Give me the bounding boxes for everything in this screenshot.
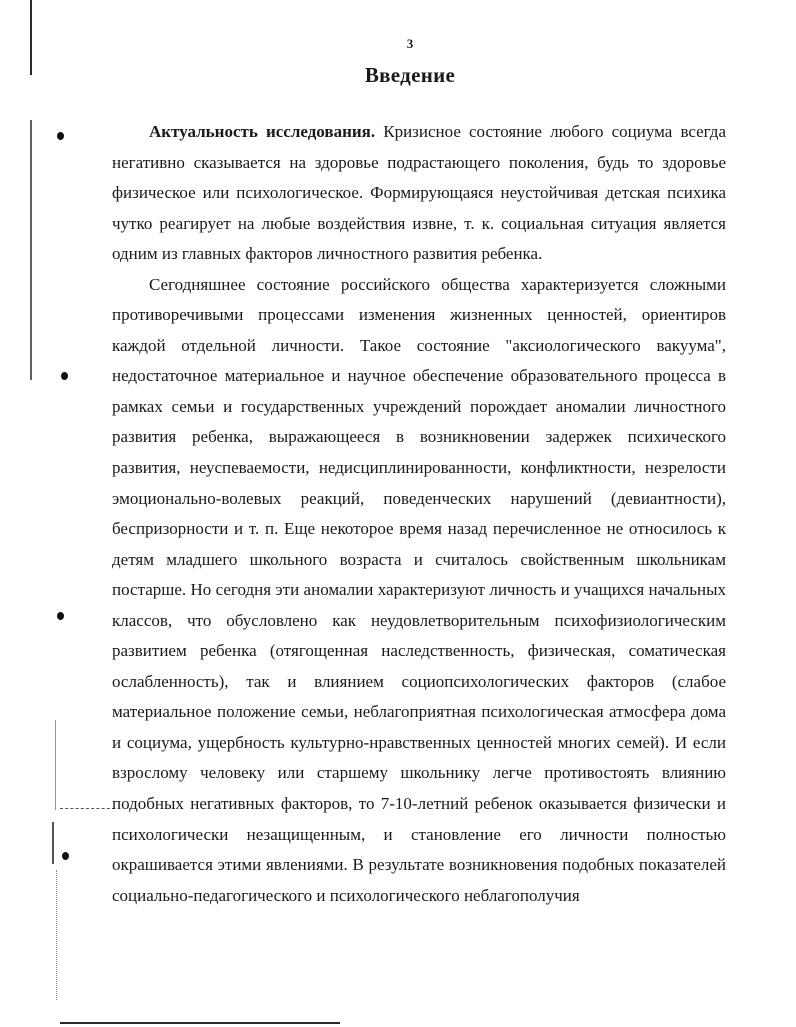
scan-dashed-line: [60, 808, 115, 809]
scan-margin-line: [56, 870, 57, 1000]
punch-hole-mark: [57, 612, 64, 620]
punch-hole-mark: [62, 852, 69, 860]
scan-margin-line: [52, 822, 54, 864]
page-number: 3: [406, 36, 414, 51]
body-text: [112, 117, 726, 911]
scan-margin-line: [30, 120, 32, 380]
paragraph: [112, 117, 726, 270]
punch-hole-mark: [57, 132, 64, 140]
page-title: Введение: [364, 63, 456, 87]
paragraph-text: Сегодняшнее состояние российского общества характеризуется сложными противоречивыми процессами изменения жизненных ценностей, ориентиров каждой отдельной личности. Такое состояние "аксиологического вакуума", недостаточное материальное и научное обеспечение образовательного процесса в рамках семьи и государственных учреждений порождает аномалии личностного развития ребенка, выражающееся в возникновении задержек психического развития, неуспеваемости, недисциплинированности, конфликтности, незрелости эмоционально-волевых реакций, поведенческих нарушений (девиантности), беспризорности и т. п. Еще некоторое время назад перечисленное не относилось к детям младшего школьного возраста и считалось свойственным школьникам постарше. Но сегодня эти аномалии характеризуют личность и учащихся начальных классов, что обусловлено как неудовлетворительным психофизиологическим развитием ребенка (отягощенная наследственность, физическая, соматическая ослабленность), так и влиянием социопсихологических факторов (слабое материальное положение семьи, неблагоприятная психологическая атмосфера дома и социума, ущербность культурно-нравственных ценностей многих семей). И если взрослому человеку или старшему школьнику легче противостоять влиянию подобных негативных факторов, то 7-10-летний ребенок оказывается физически и психологически незащищенным, и становление его личности полностью окрашивается этими явлениями. В результате возникновения подобных показателей социально-педагогического и психологического неблагополучия: [112, 274, 726, 905]
scan-margin-line: [55, 720, 56, 810]
scan-bottom-edge: [60, 1022, 340, 1024]
punch-hole-mark: [61, 372, 68, 380]
paragraph-lead: Актуальность исследования.: [149, 122, 376, 141]
paragraph-text: Кризисное состояние любого социума всегда негативно сказывается на здоровье подрастающего поколения, будь то здоровье физическое или психологическое. Формирующаяся неустойчивая детская психика чутко реагирует на любые воздействия извне, т. к. социальная ситуация является одним из главных факторов личностного развития ребенка.: [112, 122, 726, 264]
paragraph: [112, 270, 726, 911]
